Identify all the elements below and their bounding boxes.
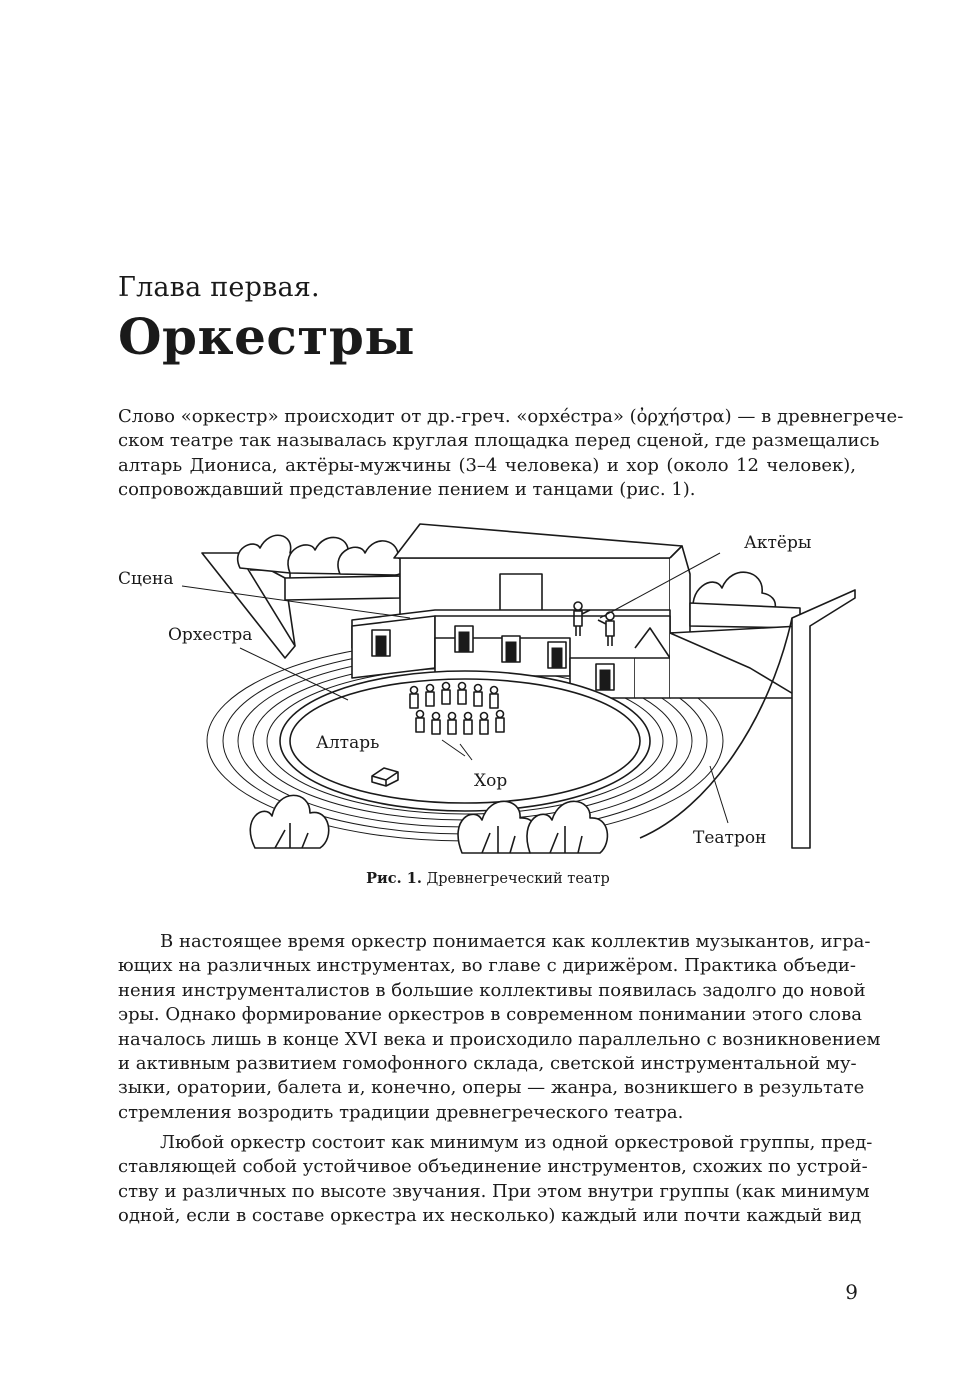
paragraph-line: нения инструменталистов в большие коллективы появилась задолго до новой: [118, 979, 866, 1001]
paragraph-line: ставляющей собой устойчивое объединение инструментов, схожих по устрой-: [118, 1156, 868, 1178]
label-actors: Актёры: [744, 533, 812, 553]
paragraph-line: одной, если в составе оркестра их несколько) каждый или почти каждый вид: [118, 1205, 862, 1227]
label-theatron: Театрон: [693, 828, 767, 848]
caption-prefix: Рис. 1.: [366, 870, 422, 887]
paragraph-line: стремления возродить традиции древнегреческого театра.: [118, 1101, 684, 1123]
greek-theatre-illustration: [110, 518, 870, 863]
body-paragraph-1: [118, 930, 881, 1125]
paragraph-line: эры. Однако формирование оркестров в современном понимании этого слова: [118, 1004, 862, 1026]
label-orchestra: Орхестра: [168, 625, 253, 645]
label-altar: Алтарь: [316, 733, 380, 753]
intro-line: Слово «оркестр» происходит от др.-греч. «орхе́стра» (ὀρχήστρα) — в древнегрече-: [118, 406, 904, 427]
intro-line: алтарь Диониса, актёры-мужчины (3–4 человека) и хор (около 12 человек),: [118, 454, 856, 476]
body-paragraph-2: [118, 1131, 873, 1229]
paragraph-line: зыки, оратории, балета и, конечно, оперы — жанра, возникшего в результате: [118, 1077, 865, 1099]
intro-line: сопровождавший представление пением и танцами (рис. 1).: [118, 479, 696, 501]
chapter-label: Глава первая.: [118, 272, 320, 303]
page-number: 9: [845, 1280, 858, 1304]
label-chorus: Хор: [474, 771, 508, 791]
paragraph-line: ству и различных по высоте звучания. При этом внутри группы (как минимум: [118, 1180, 870, 1202]
chapter-title: Оркестры: [118, 307, 415, 366]
paragraph-line: Любой оркестр состоит как минимум из одной оркестровой группы, пред-: [160, 1132, 873, 1153]
paragraph-line: началось лишь в конце XVI века и происходило параллельно с возникновением: [118, 1028, 881, 1050]
figure-caption: [0, 870, 976, 887]
intro-line: ском театре так называлась круглая площадка перед сценой, где размещались: [118, 430, 880, 452]
caption-text: Древнегреческий театр: [426, 871, 610, 887]
label-scene: Сцена: [118, 569, 174, 589]
paragraph-line: ющих на различных инструментах, во главе с дирижёром. Практика объеди-: [118, 955, 856, 977]
paragraph-line: и активным развитием гомофонного склада, светской инструментальной му-: [118, 1052, 857, 1074]
greek-theatre-figure: [110, 518, 870, 863]
intro-paragraph: [118, 405, 904, 503]
paragraph-line: В настоящее время оркестр понимается как коллектив музыкантов, игра-: [160, 931, 871, 952]
